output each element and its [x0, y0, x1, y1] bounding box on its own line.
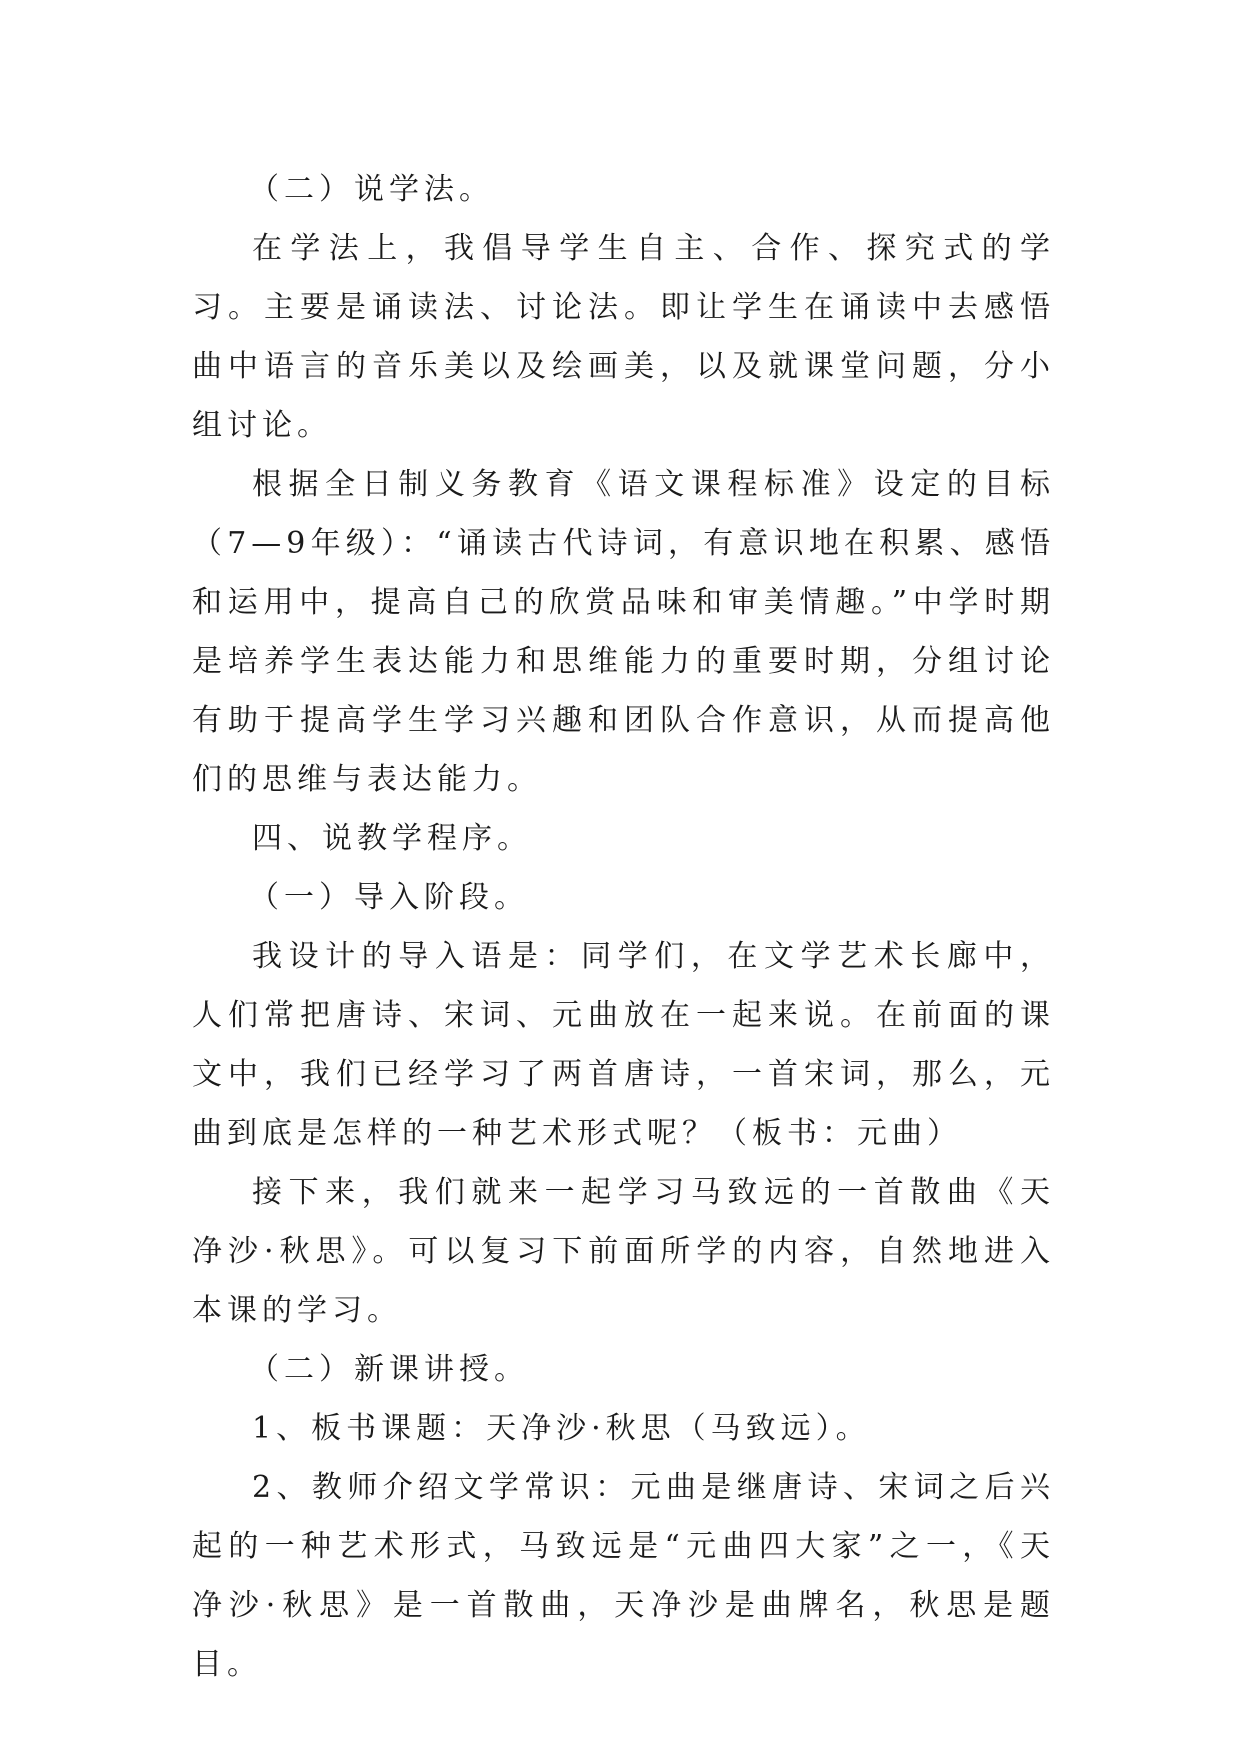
subheading-study-method: （二）说学法。 [249, 172, 494, 207]
subheading-introduction: （一）导入阶段。 [249, 880, 529, 915]
document-body [192, 160, 1055, 1694]
heading-teaching-procedure: 四、说教学程序。 [252, 821, 532, 856]
paragraph-curriculum-standard: 根据全日制义务教育《语文课程标准》设定的目标（7—9年级）：“诵读古代诗词，有意识地在积累、感悟和运用中，提高自己的欣赏品味和审美情趣。”中学时期是培养学生表达能力和思维能力的重要时期，分组讨论有助于提高学生学习兴趣和团队合作意识，从而提高他们的思维与表达能力。 [192, 467, 1055, 797]
paragraph-introduction-speech: 我设计的导入语是：同学们，在文学艺术长廊中，人们常把唐诗、宋词、元曲放在一起来说。在前面的课文中，我们已经学习了两首唐诗，一首宋词，那么，元曲到底是怎样的一种艺术形式呢？（板书：元曲） [192, 939, 1055, 1151]
paragraph-next-step: 接下来，我们就来一起学习马致远的一首散曲《天净沙·秋思》。可以复习下前面所学的内容，自然地进入本课的学习。 [192, 1175, 1055, 1328]
paragraph-study-method: 在学法上，我倡导学生自主、合作、探究式的学习。主要是诵读法、讨论法。即让学生在诵读中去感悟曲中语言的音乐美以及绘画美，以及就课堂问题，分小组讨论。 [192, 231, 1055, 443]
paragraph-board-title: 1、板书课题：天净沙·秋思（马致远）。 [252, 1411, 871, 1446]
paragraph-literary-knowledge: 2、教师介绍文学常识：元曲是继唐诗、宋词之后兴起的一种艺术形式，马致远是“元曲四大家”之一，《天净沙·秋思》是一首散曲，天净沙是曲牌名，秋思是题目。 [192, 1470, 1055, 1682]
subheading-new-lesson: （二）新课讲授。 [249, 1352, 529, 1387]
